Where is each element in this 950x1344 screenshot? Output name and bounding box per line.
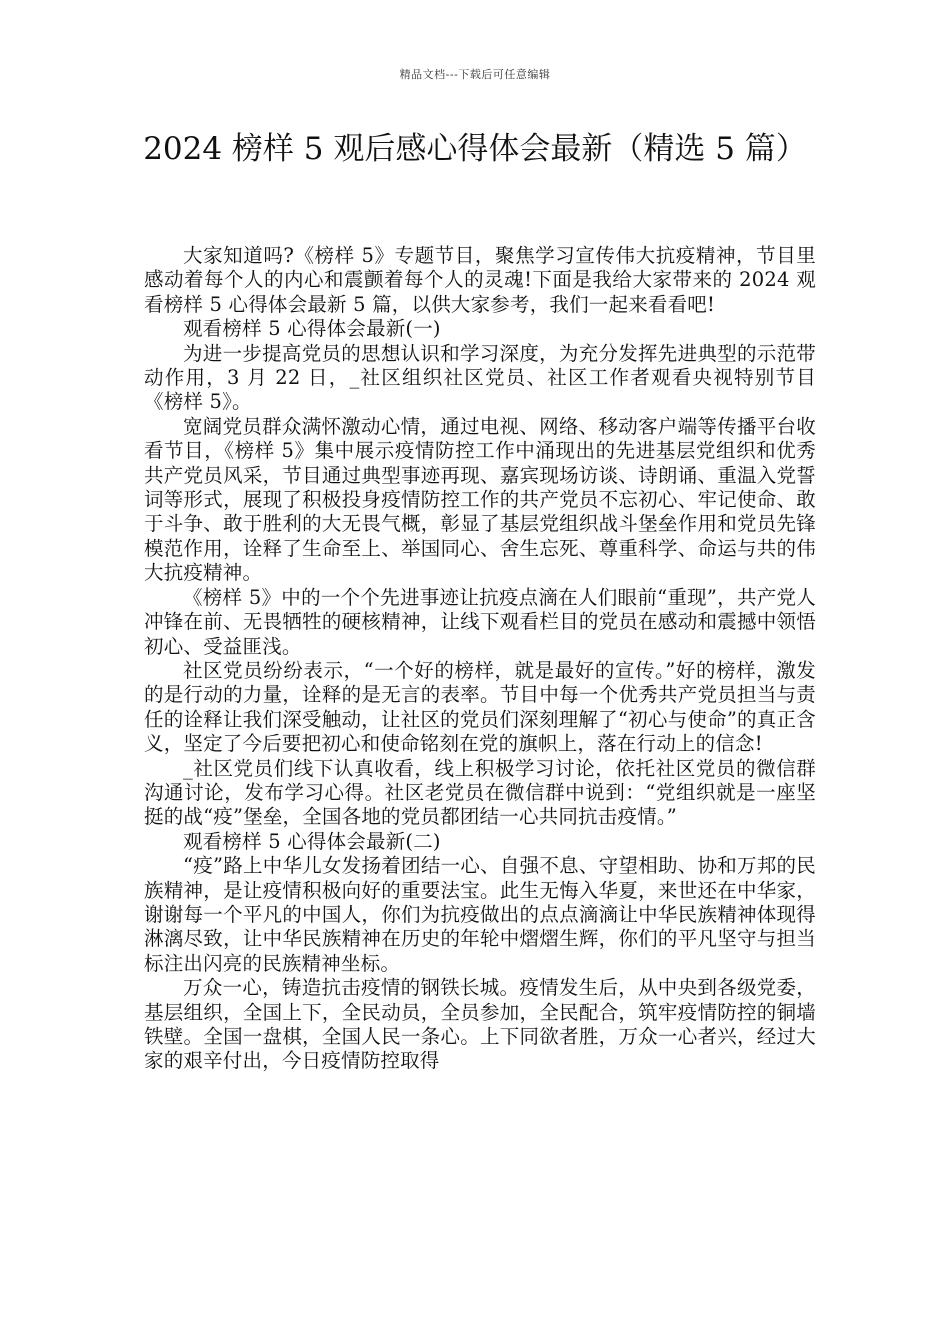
body-paragraph: “疫”路上中华儿女发扬着团结一心、自强不息、守望相助、协和万邦的民族精神，是让疫情积极向好的重要法宝。此生无悔入华夏，来世还在中华家，谢谢每一个平凡的中国人，你们为抗疫做出的点点滴滴让中华民族精神体现得淋漓尽致，让中华民族精神在历史的年轮中熠熠生辉，你们的平凡坚守与担当标注出闪亮的民族精神坐标。 — [144, 854, 816, 975]
document-body — [144, 244, 816, 1074]
body-paragraph: 万众一心，铸造抗击疫情的钢铁长城。疫情发生后，从中央到各级党委，基层组织，全国上下，全民动员，全员参加，全民配合，筑牢疫情防控的铜墙铁壁。全国一盘棋，全国人民一条心。上下同欲者胜，万众一心者兴，经过大家的艰辛付出，今日疫情防控取得 — [144, 976, 816, 1073]
section-heading-1: 观看榜样 5 心得体会最新(一) — [183, 317, 441, 341]
body-paragraph: 宽阔党员群众满怀激动心情，通过电视、网络、移动客户端等传播平台收看节目，《榜样 5》集中展示疫情防控工作中涌现出的先进基层党组织和优秀共产党员风采，节目通过典型事迹再现、嘉宾现场访谈、诗朗诵、重温入党誓词等形式，展现了积极投身疫情防控工作的共产党员不忘初心、牢记使命、敢于斗争、敢于胜利的大无畏气概，彰显了基层党组织战斗堡垒作用和党员先锋模范作用，诠释了生命至上、举国同心、舍生忘死、尊重科学、命运与共的伟大抗疫精神。 — [144, 414, 816, 585]
body-paragraph: _社区党员们线下认真收看，线上积极学习讨论，依托社区党员的微信群沟通讨论，发布学习心得。社区老党员在微信群中说到：“党组织就是一座坚挺的战“疫”堡垒，全国各地的党员都团结一心共同抗击疫情。” — [144, 756, 816, 829]
body-paragraph: 为进一步提高党员的思想认识和学习深度，为充分发挥先进典型的示范带动作用，3 月 22 日，_社区组织社区党员、社区工作者观看央视特别节目《榜样 5》。 — [144, 341, 816, 414]
document-title: 2024 榜样 5 观后感心得体会最新（精选 5 篇） — [143, 131, 807, 167]
body-paragraph: 社区党员纷纷表示，“一个好的榜样，就是最好的宣传。”好的榜样，激发的是行动的力量，诠释的是无言的表率。节目中每一个优秀共产党员担当与责任的诠释让我们深受触动，让社区的党员们深刻理解了“初心与使命”的真正含义，坚定了今后要把初心和使命铭刻在党的旗帜上，落在行动上的信念! — [144, 658, 816, 756]
body-paragraph: 《榜样 5》中的一个个先进事迹让抗疫点滴在人们眼前“重现”，共产党人冲锋在前、无畏牺牲的硬核精神，让线下观看栏目的党员在感动和震撼中领悟初心、受益匪浅。 — [144, 585, 816, 658]
intro-paragraph: 大家知道吗?《榜样 5》专题节目，聚焦学习宣传伟大抗疫精神，节目里感动着每个人的内心和震颤着每个人的灵魂!下面是我给大家带来的 2024 观看榜样 5 心得体会最新 5 篇，以供大家参考，我们一起来看看吧! — [144, 244, 816, 316]
header-note: 精品文档---下载后可任意编辑 — [399, 68, 551, 81]
section-heading-2: 观看榜样 5 心得体会最新(二) — [183, 829, 441, 853]
